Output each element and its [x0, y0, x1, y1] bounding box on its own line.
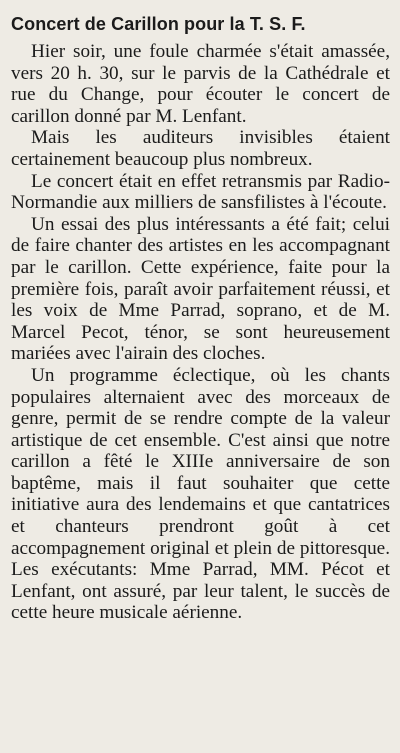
article-paragraph: Un essai des plus intéressants a été fait; celui de faire chanter des artistes en les accompagnant par le carillon. Cette expérience, faite pour la première fois, paraît avoir parfaitement réussi, et les voix de Mme Parrad, soprano, et de M. Marcel Pecot, ténor, se sont heureusement mariées avec l'airain des cloches.: [11, 213, 390, 365]
article-paragraph: Un programme éclectique, où les chants populaires alternaient avec des morceaux de genre, permit de se rendre compte de la valeur artistique de cet ensemble. C'est ainsi que notre carillon a fêté le XIIIe anniversaire de son baptême, mais il faut souhaiter que cette initiative aura des lendemains et que cantatrices et chanteurs prendront goût à cet accompagnement original et plein de pittoresque. Les exécutants: Mme Parrad, MM. Pécot et Lenfant, ont assuré, par leur talent, le succès de cette heure musicale aérienne.: [11, 364, 390, 624]
article-paragraph: Hier soir, une foule charmée s'était amassée, vers 20 h. 30, sur le parvis de la Cathédrale et rue du Change, pour écouter le concert de carillon donné par M. Lenfant.: [11, 41, 390, 127]
article-body: [11, 41, 390, 624]
article-paragraph: Mais les auditeurs invisibles étaient certainement beaucoup plus nombreux.: [11, 127, 390, 170]
article-headline: Concert de Carillon pour la T. S. F.: [11, 14, 306, 34]
article-paragraph: Le concert était en effet retransmis par Radio-Normandie aux milliers de sansfilistes à l'écoute.: [11, 170, 390, 214]
